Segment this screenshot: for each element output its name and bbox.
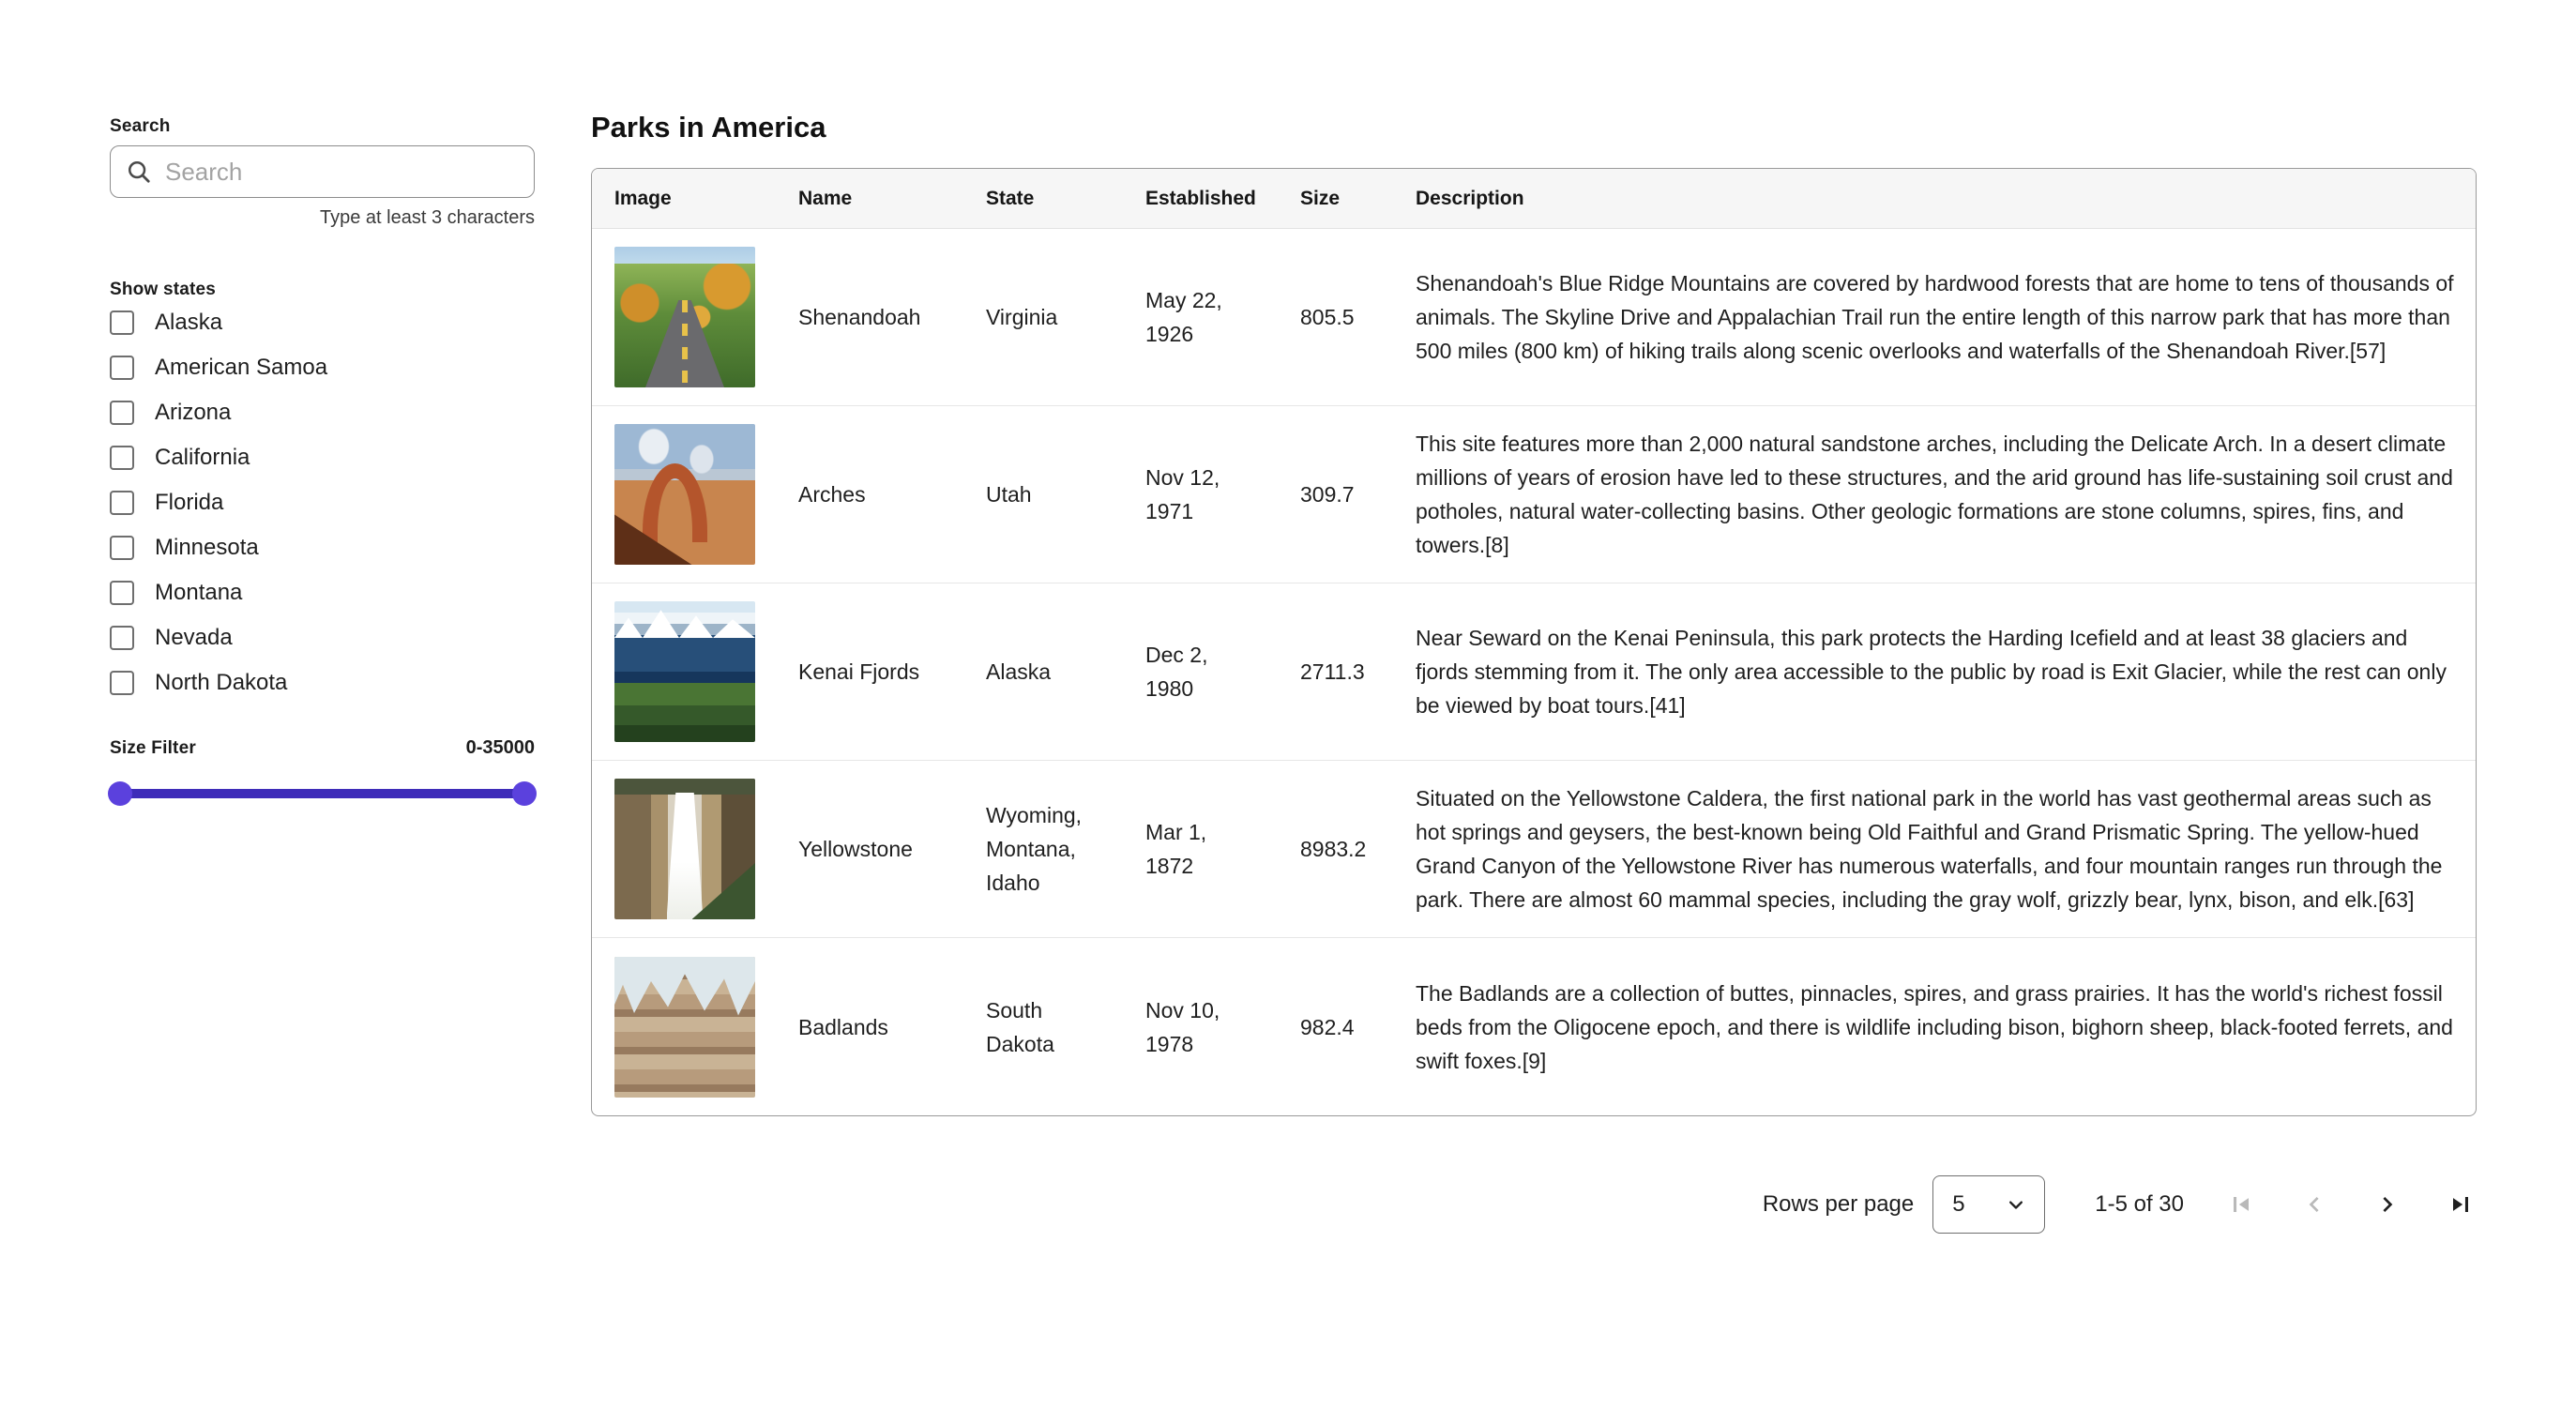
header-name: Name bbox=[798, 187, 853, 209]
table-header-row bbox=[592, 169, 2476, 229]
state-filter-label: California bbox=[155, 445, 250, 470]
pagination-range-text: 1-5 of 30 bbox=[2095, 1191, 2184, 1217]
filter-sidebar bbox=[110, 116, 535, 806]
image-cell bbox=[592, 938, 776, 1115]
checkbox-icon[interactable] bbox=[110, 581, 134, 605]
state-filter-alaska[interactable] bbox=[110, 300, 535, 345]
rows-per-page-label: Rows per page bbox=[1762, 1191, 1915, 1217]
search-label: Search bbox=[110, 116, 171, 136]
photo-road-shape bbox=[645, 300, 724, 387]
first-page-icon bbox=[2226, 1189, 2256, 1219]
table-row-badlands bbox=[592, 938, 2476, 1115]
photo-mountain-shape bbox=[614, 607, 755, 638]
park-established: Dec 2, 1980 bbox=[1145, 643, 1208, 701]
park-state: Utah bbox=[986, 482, 1032, 507]
size-filter-label: Size Filter bbox=[110, 738, 196, 758]
table-row-yellowstone bbox=[592, 761, 2476, 938]
park-photo-badlands bbox=[614, 957, 755, 1098]
state-filter-arizona[interactable] bbox=[110, 390, 535, 435]
chevron-left-icon bbox=[2299, 1189, 2329, 1219]
first-page-button[interactable] bbox=[2225, 1189, 2257, 1220]
checkbox-icon[interactable] bbox=[110, 446, 134, 470]
size-filter-range-value: 0-35000 bbox=[465, 737, 535, 758]
size-filter-section bbox=[110, 737, 535, 806]
park-description: The Badlands are a collection of buttes, pinnacles, spires, and grass prairies. It has the world's richest fossil beds from the Oligocene epoch, and there is wildlife including bison, bighorn sheep, black-footed ferrets, and swift foxes.[9] bbox=[1416, 980, 2453, 1073]
image-cell bbox=[592, 583, 776, 760]
state-filter-label: Alaska bbox=[155, 310, 223, 335]
header-image: Image bbox=[614, 187, 672, 209]
checkbox-icon[interactable] bbox=[110, 356, 134, 380]
park-photo-arches bbox=[614, 424, 755, 565]
park-established: Mar 1, 1872 bbox=[1145, 820, 1207, 878]
size-filter-slider[interactable] bbox=[110, 781, 535, 806]
park-size: 982.4 bbox=[1300, 1014, 1355, 1039]
search-box[interactable] bbox=[110, 145, 535, 198]
header-description: Description bbox=[1416, 187, 1524, 209]
checkbox-icon[interactable] bbox=[110, 536, 134, 560]
search-input[interactable] bbox=[165, 158, 520, 187]
park-photo-kenai-fjords bbox=[614, 601, 755, 742]
last-page-button[interactable] bbox=[2445, 1189, 2477, 1220]
state-filter-label: Arizona bbox=[155, 400, 232, 425]
photo-canyon-rim-shape bbox=[614, 779, 755, 795]
image-cell bbox=[592, 761, 776, 937]
checkbox-icon[interactable] bbox=[110, 491, 134, 515]
park-state: Virginia bbox=[986, 305, 1058, 329]
image-cell bbox=[592, 406, 776, 583]
slider-handle-min[interactable] bbox=[108, 781, 132, 806]
park-size: 8983.2 bbox=[1300, 837, 1367, 861]
state-filter-label: Minnesota bbox=[155, 535, 259, 560]
park-state: South Dakota bbox=[986, 997, 1054, 1056]
photo-sky-shape bbox=[614, 957, 755, 1016]
park-established: May 22, 1926 bbox=[1145, 288, 1222, 346]
search-icon bbox=[125, 158, 153, 186]
next-page-button[interactable] bbox=[2371, 1189, 2403, 1220]
state-filter-california[interactable] bbox=[110, 435, 535, 480]
checkbox-icon[interactable] bbox=[110, 311, 134, 335]
header-established: Established bbox=[1145, 187, 1256, 209]
table-row-arches bbox=[592, 406, 2476, 583]
park-established: Nov 12, 1971 bbox=[1145, 465, 1220, 523]
pagination-bar bbox=[591, 1174, 2477, 1235]
previous-page-button[interactable] bbox=[2298, 1189, 2330, 1220]
slider-track[interactable] bbox=[110, 789, 535, 798]
park-name: Shenandoah bbox=[798, 305, 921, 329]
chevron-down-icon bbox=[2003, 1191, 2029, 1218]
park-photo-shenandoah bbox=[614, 247, 755, 387]
chevron-right-icon bbox=[2372, 1189, 2402, 1219]
rows-per-page-value: 5 bbox=[1952, 1191, 1965, 1217]
park-description: Situated on the Yellowstone Caldera, the first national park in the world has vast geothermal areas such as hot springs and geysers, the best-known being Old Faithful and Grand Prismatic Spring. The yellow-hued Grand Canyon of the Yellowstone River has numerous waterfalls, and four mountain ranges run through the park. There are almost 60 mammal species, including the gray wolf, grizzly bear, lynx, bison, and elk.[63] bbox=[1416, 786, 2443, 912]
state-filter-label: Nevada bbox=[155, 625, 233, 650]
state-filter-label: Montana bbox=[155, 580, 243, 605]
photo-trees-shape bbox=[692, 863, 756, 919]
table-row-kenai-fjords bbox=[592, 583, 2476, 761]
parks-table bbox=[591, 168, 2477, 1116]
photo-waterfall-shape bbox=[667, 793, 704, 919]
header-state: State bbox=[986, 187, 1035, 209]
state-filter-american-samoa[interactable] bbox=[110, 345, 535, 390]
states-filter-section bbox=[110, 280, 535, 705]
search-hint: Type at least 3 characters bbox=[319, 207, 535, 228]
park-photo-yellowstone bbox=[614, 779, 755, 919]
state-filter-label: American Samoa bbox=[155, 355, 328, 380]
header-size: Size bbox=[1300, 187, 1341, 209]
checkbox-icon[interactable] bbox=[110, 401, 134, 425]
park-name: Yellowstone bbox=[798, 837, 913, 861]
slider-handle-max[interactable] bbox=[512, 781, 537, 806]
park-state: Wyoming, Montana, Idaho bbox=[986, 803, 1083, 895]
state-filter-nevada[interactable] bbox=[110, 615, 535, 660]
park-description: Near Seward on the Kenai Peninsula, this park protects the Harding Icefield and at least 38 glaciers and fjords stemming from it. The only area accessible to the public by road is Exit Glacier, while the rest can only be viewed by boat tours.[41] bbox=[1416, 626, 2447, 718]
state-filter-montana[interactable] bbox=[110, 570, 535, 615]
state-filter-label: Florida bbox=[155, 490, 224, 515]
photo-arch-shape bbox=[643, 463, 707, 542]
park-established: Nov 10, 1978 bbox=[1145, 997, 1220, 1056]
park-size: 805.5 bbox=[1300, 305, 1355, 329]
state-filter-minnesota[interactable] bbox=[110, 525, 535, 570]
show-states-label: Show states bbox=[110, 280, 217, 299]
table-row-shenandoah bbox=[592, 229, 2476, 406]
state-filter-label: North Dakota bbox=[155, 670, 288, 695]
checkbox-icon[interactable] bbox=[110, 626, 134, 650]
state-filter-north-dakota[interactable] bbox=[110, 660, 535, 705]
park-description: Shenandoah's Blue Ridge Mountains are covered by hardwood forests that are home to tens of thousands of animals. The Skyline Drive and Appalachian Trail run the entire length of this narrow park that has more than 500 miles (800 km) of hiking trails along scenic overlooks and waterfalls of the Shenandoah River.[57] bbox=[1416, 271, 2454, 363]
park-name: Arches bbox=[798, 482, 866, 507]
park-size: 309.7 bbox=[1300, 482, 1355, 507]
last-page-icon bbox=[2446, 1189, 2476, 1219]
park-name: Kenai Fjords bbox=[798, 659, 920, 684]
checkbox-icon[interactable] bbox=[110, 671, 134, 695]
state-filter-florida[interactable] bbox=[110, 480, 535, 525]
rows-per-page-select[interactable] bbox=[1932, 1175, 2045, 1234]
park-state: Alaska bbox=[986, 659, 1052, 684]
park-description: This site features more than 2,000 natural sandstone arches, including the Delicate Arch. In a desert climate millions of years of erosion have led to these structures, and the arid ground has life-sustaining soil crust and potholes, natural water-collecting basins. Other geologic formations are stone columns, spires, fins, and towers.[8] bbox=[1416, 432, 2453, 557]
page-title: Parks in America bbox=[591, 111, 826, 144]
park-name: Badlands bbox=[798, 1014, 888, 1039]
park-size: 2711.3 bbox=[1300, 659, 1365, 684]
image-cell bbox=[592, 229, 776, 405]
